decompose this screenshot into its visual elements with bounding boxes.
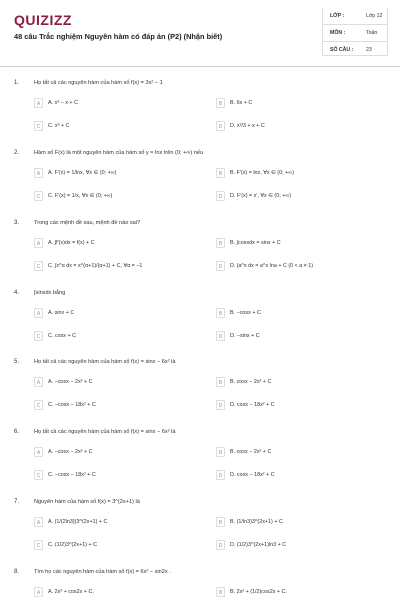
question-number: 2. [14, 150, 20, 156]
option-text: B. cosx − 2x³ + C [230, 449, 272, 455]
option-box: A [34, 377, 43, 387]
meta-key: MÔN : [330, 30, 346, 36]
option-text: B. −cosx + C [230, 310, 261, 316]
question-number: 6. [14, 429, 20, 435]
meta-row-count [322, 42, 388, 58]
option-b[interactable] [216, 517, 376, 529]
question-text: Hàm số F(x) là một nguyên hàm của hàm số y = lnx trên (0; +∞) nếu [34, 150, 204, 156]
option-text: A. x³ − x + C [48, 100, 78, 106]
option-box: A [34, 308, 43, 318]
option-a[interactable] [34, 168, 194, 180]
option-text: B. 2x³ + (1/2)cos2x + C. [230, 589, 287, 595]
option-c[interactable] [34, 400, 194, 412]
option-box: C [34, 540, 43, 550]
option-d[interactable] [216, 121, 376, 133]
option-text: C. −cosx − 18x² + C [48, 402, 96, 408]
option-a[interactable] [34, 447, 194, 459]
option-box: B [216, 377, 225, 387]
meta-value: Lớp 12 [366, 13, 383, 19]
option-text: D. ∫a^x dx = a^x lna + C (0 < a ≠ 1) [230, 263, 314, 269]
option-b[interactable] [216, 168, 376, 180]
option-c[interactable] [34, 540, 194, 552]
option-box: D [216, 400, 225, 410]
option-d[interactable] [216, 191, 376, 203]
question-text: Họ tất cả các nguyên hàm của hàm số f(x) = sinx − 6x² là [34, 359, 176, 365]
option-text: B. ∫cosxdx = sinx + C [230, 240, 281, 246]
option-box: B [216, 517, 225, 527]
option-text: A. sinx + C [48, 310, 75, 316]
option-a[interactable] [34, 308, 194, 320]
option-c[interactable] [34, 261, 194, 273]
option-text: D. cosx − 18x² + C [230, 472, 275, 478]
option-box: B [216, 238, 225, 248]
meta-panel [322, 8, 388, 56]
option-box: A [34, 587, 43, 597]
option-box: D [216, 331, 225, 341]
option-c[interactable] [34, 331, 194, 343]
option-text: D. x³/3 + x + C [230, 123, 265, 129]
option-text: B. cosx − 2x³ + C [230, 379, 272, 385]
option-box: C [34, 121, 43, 131]
question-text: Tìm họ các nguyên hàm của hàm số f(x) = 6x² − sin2x . [34, 569, 171, 575]
option-text: A. 2x³ + cos2x + C. [48, 589, 94, 595]
meta-key: SỐ CÂU : [330, 47, 354, 53]
option-a[interactable] [34, 98, 194, 110]
option-box: B [216, 168, 225, 178]
meta-value: 23 [366, 47, 372, 53]
option-box: B [216, 587, 225, 597]
option-box: B [216, 98, 225, 108]
option-d[interactable] [216, 261, 376, 273]
option-text: C. F'(x) = 1/x, ∀x ∈ (0; +∞) [48, 193, 113, 199]
option-text: D. (1/2)3^(2x+1)ln3 + C [230, 542, 287, 548]
question-text: Nguyên hàm của hàm số f(x) = 3^(2x+1) là [34, 499, 140, 505]
quizizz-logo [14, 12, 72, 28]
option-box: B [216, 447, 225, 457]
option-d[interactable] [216, 540, 376, 552]
option-box: A [34, 98, 43, 108]
logo-text: QUIZIZZ [14, 12, 72, 28]
question-number: 1. [14, 80, 20, 86]
question-text: Họ tất cả các nguyên hàm của hàm số f(x) = 3x² − 1 [34, 80, 163, 86]
option-box: C [34, 470, 43, 480]
option-a[interactable] [34, 587, 194, 599]
option-box: B [216, 308, 225, 318]
option-a[interactable] [34, 517, 194, 529]
question-text: ∫sinxdx bằng [34, 290, 66, 296]
meta-row-subject [322, 25, 388, 42]
option-box: C [34, 400, 43, 410]
option-text: A. −cosx − 2x³ + C [48, 449, 93, 455]
option-b[interactable] [216, 377, 376, 389]
page-title: 48 câu Trắc nghiệm Nguyên hàm có đáp án (P2) (Nhận biết) [14, 32, 223, 41]
option-box: D [216, 261, 225, 271]
meta-key: LỚP : [330, 13, 345, 19]
option-box: A [34, 238, 43, 248]
option-c[interactable] [34, 121, 194, 133]
option-box: A [34, 168, 43, 178]
option-box: A [34, 447, 43, 457]
option-text: A. −cosx − 2x³ + C [48, 379, 93, 385]
option-text: B. F'(x) = lnx, ∀x ∈ (0; +∞) [230, 170, 294, 176]
option-b[interactable] [216, 98, 376, 110]
option-c[interactable] [34, 470, 194, 482]
option-b[interactable] [216, 587, 376, 599]
meta-value: Toán [366, 30, 378, 36]
option-text: C. −cosx − 18x² + C [48, 472, 96, 478]
option-c[interactable] [34, 191, 194, 203]
option-text: D. F'(x) = x', ∀x ∈ (0; +∞) [230, 193, 292, 199]
question-text: Trong các mệnh đề sau, mệnh đề nào sai? [34, 220, 141, 226]
option-text: C. cosx + C [48, 333, 77, 339]
option-box: D [216, 121, 225, 131]
question-number: 5. [14, 359, 20, 365]
question-number: 7. [14, 499, 20, 505]
option-box: D [216, 470, 225, 480]
option-b[interactable] [216, 447, 376, 459]
question-number: 4. [14, 290, 20, 296]
option-text: A. ∫f'(x)dx = f(x) + C [48, 240, 95, 246]
question-number: 8. [14, 569, 20, 575]
header-divider [0, 66, 400, 67]
option-text: D. −sinx + C [230, 333, 260, 339]
option-box: C [34, 261, 43, 271]
option-text: D. cosx − 18x² + C [230, 402, 275, 408]
option-text: C. (1/2)3^(2x+1) + C [48, 542, 97, 548]
option-box: D [216, 191, 225, 201]
option-box: C [34, 331, 43, 341]
option-a[interactable] [34, 238, 194, 250]
page-header [0, 0, 400, 70]
option-d[interactable] [216, 470, 376, 482]
option-b[interactable] [216, 238, 376, 250]
option-text: B. (1/ln3)3^(2x+1) + C [230, 519, 283, 525]
option-text: C. ∫x^α dx = x^(α+1)/(α+1) + C, ∀α ≠ −1 [48, 263, 143, 269]
option-text: C. x³ + C [48, 123, 70, 129]
question-number: 3. [14, 220, 20, 226]
option-box: D [216, 540, 225, 550]
option-text: B. 6x + C [230, 100, 253, 106]
option-d[interactable] [216, 400, 376, 412]
option-a[interactable] [34, 377, 194, 389]
option-box: A [34, 517, 43, 527]
option-text: A. F'(x) = 1/lnx, ∀x ∈ (0; +∞) [48, 170, 117, 176]
question-text: Họ tất cả các nguyên hàm của hàm số f(x) = sinx − 6x² là [34, 429, 176, 435]
option-d[interactable] [216, 331, 376, 343]
option-text: A. (1/(2ln3))3^(2x+1) + C [48, 519, 108, 525]
meta-row-class [322, 8, 388, 25]
option-b[interactable] [216, 308, 376, 320]
option-box: C [34, 191, 43, 201]
